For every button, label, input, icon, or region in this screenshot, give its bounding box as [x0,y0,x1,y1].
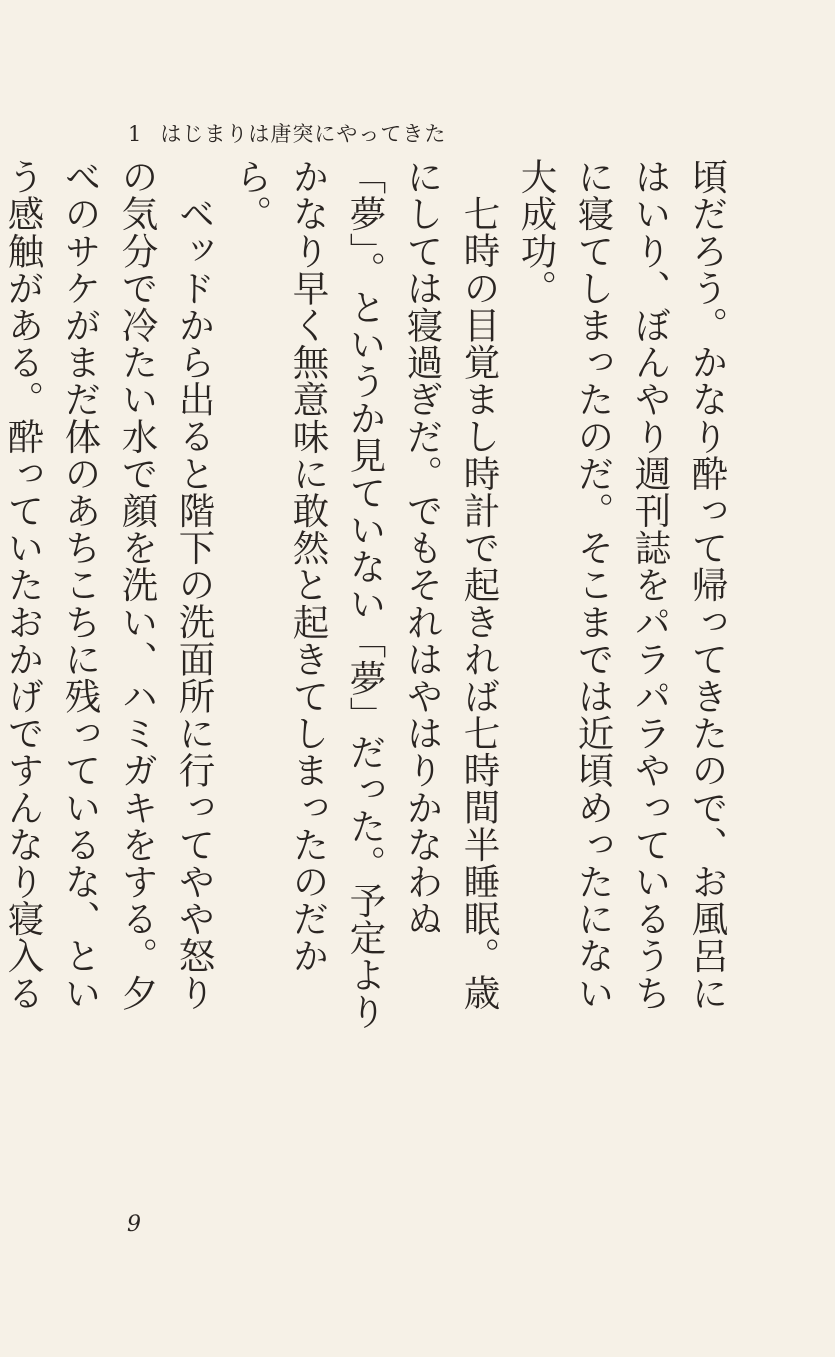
chapter-title: はじまりは唐突にやってきた [160,122,447,146]
paragraph-2: 七時の目覚まし時計で起きれば七時間半睡眠。歳にしては寝過ぎだ。でもそれはやはりかなわぬ「夢」。というか見ていない「夢」だった。予定よりかなり早く無意味に敢然と起きてしまったのだから。 [230,158,501,1031]
page-number: 9 [127,1212,141,1237]
vertical-text-body [2,158,736,1040]
running-header [128,118,446,148]
chapter-number: 1 [128,122,143,146]
paragraph-3: ベッドから出ると階下の洗面所に行ってやや怒りの気分で冷たい水で顔を洗い、ハミガキをする。夕べのサケがまだ体のあちこちに残っているな、という感触がある。酔っていたおかげですんなり寝入る [2,158,216,1012]
paragraph-1: 頃だろう。かなり酔って帰ってきたので、お風呂にはいり、ぼんやり週刊誌をパラパラやっているうちに寝てしまったのだ。そこまでは近頃めったにない大成功。 [515,158,729,1012]
